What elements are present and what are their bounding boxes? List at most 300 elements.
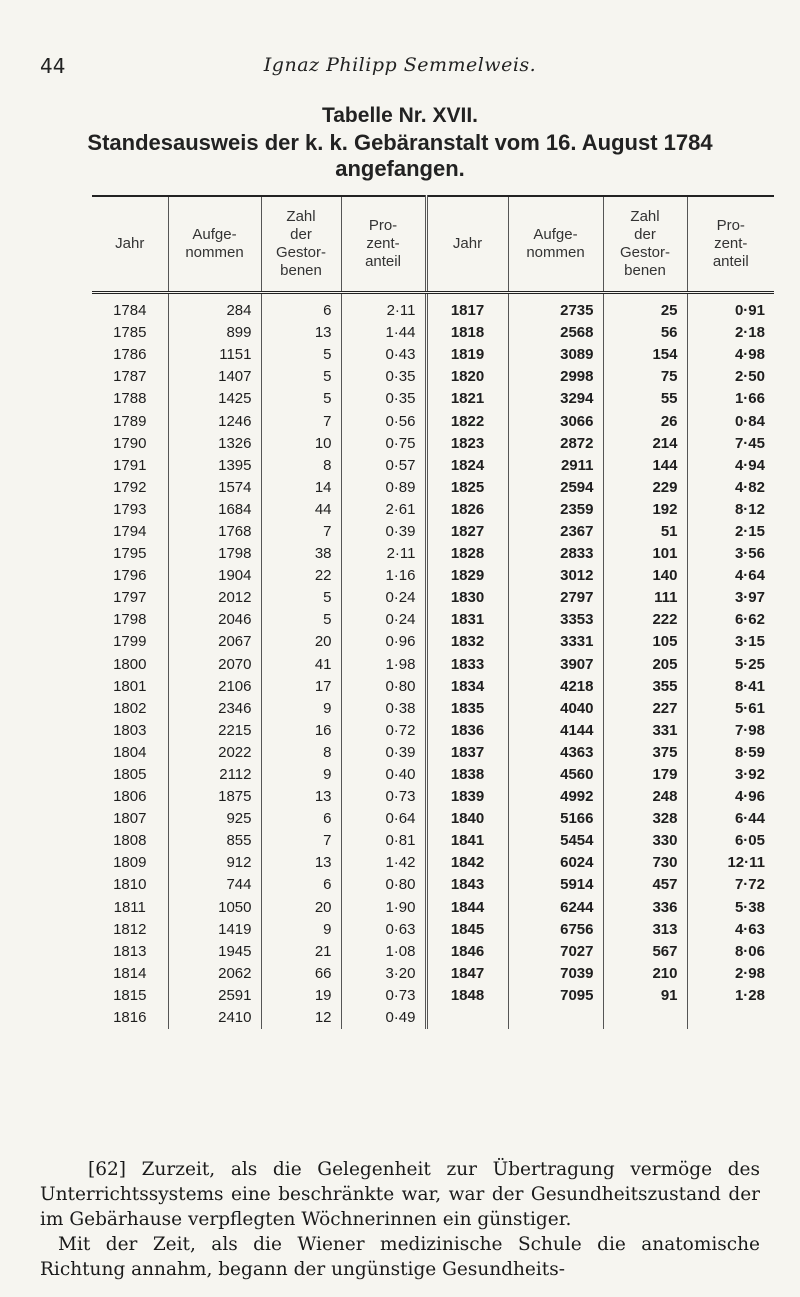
table-cell: 19 [261,985,341,1007]
table-cell: 1·66 [687,388,774,410]
table-cell: 38 [261,543,341,565]
table-row [92,698,774,720]
table-cell: 5·61 [687,698,774,720]
table-cell: 730 [603,852,687,874]
table-row [92,874,774,896]
table-cell: 8·12 [687,499,774,521]
table-cell: 8·41 [687,676,774,698]
page-header [0,54,800,84]
table-cell: 6 [261,293,341,323]
table-row [92,344,774,366]
table-cell: 9 [261,764,341,786]
table-cell: 2062 [168,963,261,985]
table-cell: 1821 [426,388,508,410]
table-title: Standesausweis der k. k. Gebäranstalt vom 16. August 1784 angefangen. [87,130,713,181]
table-cell: 25 [603,293,687,323]
table-cell: 6·62 [687,609,774,631]
table-cell: 355 [603,676,687,698]
table-cell: 0·91 [687,293,774,323]
table-cell: 7095 [508,985,603,1007]
table-cell: 1810 [113,876,147,894]
table-cell: 1·90 [341,897,426,919]
table-cell: 1789 [113,412,147,430]
table-cell: 21 [261,941,341,963]
table-cell: 10 [261,433,341,455]
column-header: Jahr [92,196,168,293]
table-cell: 3089 [508,344,603,366]
table-row [92,654,774,676]
table-cell: 1796 [113,567,147,585]
table-cell: 0·75 [341,433,426,455]
table-cell: 3012 [508,565,603,587]
table-cell: 1829 [426,565,508,587]
table-cell: 1802 [113,699,147,717]
table-row [92,388,774,410]
table-cell: 5454 [508,830,603,852]
table-cell: 1326 [168,433,261,455]
table-row [92,565,774,587]
table-cell: 7027 [508,941,603,963]
table-cell: 1841 [426,830,508,852]
table-cell: 1832 [426,631,508,653]
table-cell: 1817 [426,293,508,323]
running-title: Ignaz Philipp Semmelweis. [263,54,537,76]
table-cell: 1834 [426,676,508,698]
table-cell: 3·92 [687,764,774,786]
table-cell: 2·11 [341,293,426,323]
table-cell [508,1007,603,1029]
table-cell: 2112 [168,764,261,786]
table-cell: 1830 [426,587,508,609]
table-cell: 7·72 [687,874,774,896]
table-cell: 2012 [168,587,261,609]
table-cell: 0·40 [341,764,426,786]
table-cell: 5·38 [687,897,774,919]
table-row [92,897,774,919]
table-cell: 7·45 [687,433,774,455]
table-cell: 2591 [168,985,261,1007]
table-cell: 1831 [426,609,508,631]
table-row [92,808,774,830]
table-cell: 2367 [508,521,603,543]
table-cell: 1808 [113,832,147,850]
table-cell: 179 [603,764,687,786]
table-cell: 0·81 [341,830,426,852]
table-cell: 2067 [168,631,261,653]
table-row [92,521,774,543]
table-cell: 2046 [168,609,261,631]
table-cell: 0·24 [341,609,426,631]
table-cell: 8·59 [687,742,774,764]
table-cell: 0·72 [341,720,426,742]
table-cell: 1801 [113,677,147,695]
table-cell: 2797 [508,587,603,609]
table-cell: 0·73 [341,786,426,808]
column-header: Pro- zent- anteil [341,196,426,293]
table-cell: 5·25 [687,654,774,676]
table-cell: 229 [603,477,687,499]
table-cell: 2·15 [687,521,774,543]
paragraph: Mit der Zeit, als die Wiener medizinische Schule die anatomische Richtung annahm, begann der ungünstige Gesundheits- [40,1234,760,1280]
table-cell: 75 [603,366,687,388]
table-cell: 3353 [508,609,603,631]
table-cell: 5 [261,366,341,388]
table-cell: 1784 [113,302,147,320]
table-row [92,919,774,941]
table-cell: 0·57 [341,455,426,477]
table-cell: 5 [261,609,341,631]
table-cell: 2·50 [687,366,774,388]
table-cell: 227 [603,698,687,720]
table-cell: 0·64 [341,808,426,830]
table-cell: 925 [168,808,261,830]
table-cell: 17 [261,676,341,698]
table-cell: 2070 [168,654,261,676]
table-cell: 2022 [168,742,261,764]
table-cell: 6 [261,874,341,896]
table-cell: 1836 [426,720,508,742]
table-cell: 2410 [168,1007,261,1029]
table-cell: 7 [261,521,341,543]
table-cell: 1837 [426,742,508,764]
table-cell: 26 [603,410,687,432]
table-cell: 1799 [113,633,147,651]
table-cell: 0·38 [341,698,426,720]
table-label: Tabelle Nr. XVII. [321,104,478,127]
column-header: Pro- zent- anteil [687,196,774,293]
table-cell: 1842 [426,852,508,874]
table-cell: 1797 [113,589,147,607]
table-cell: 1847 [426,963,508,985]
table-cell: 1824 [426,455,508,477]
table-cell: 0·49 [341,1007,426,1029]
table-cell: 1848 [426,985,508,1007]
table-cell: 1787 [113,368,147,386]
table-cell: 2735 [508,293,603,323]
table-cell: 0·80 [341,874,426,896]
table-cell: 55 [603,388,687,410]
table-row [92,433,774,455]
table-cell: 855 [168,830,261,852]
table-cell: 1827 [426,521,508,543]
table-cell: 154 [603,344,687,366]
table-cell: 1904 [168,565,261,587]
table-cell: 0·35 [341,388,426,410]
table-cell: 44 [261,499,341,521]
table-row [92,410,774,432]
table-cell: 7 [261,830,341,852]
table-cell: 0·63 [341,919,426,941]
table-cell: 2·18 [687,322,774,344]
table-cell: 0·84 [687,410,774,432]
column-header: Zahl der Gestor- benen [261,196,341,293]
table-cell: 1407 [168,366,261,388]
table-cell: 1820 [426,366,508,388]
table-cell: 2·98 [687,963,774,985]
table-row [92,830,774,852]
table-row [92,293,774,323]
column-header: Aufge- nommen [508,196,603,293]
table-cell: 3066 [508,410,603,432]
table-cell: 8 [261,455,341,477]
table-cell: 2998 [508,366,603,388]
table-cell: 101 [603,543,687,565]
table-cell: 3·15 [687,631,774,653]
table-cell: 2·11 [341,543,426,565]
table-cell: 214 [603,433,687,455]
table-cell: 284 [168,293,261,323]
table-cell: 1794 [113,522,147,540]
table-cell: 210 [603,963,687,985]
table-cell: 3·97 [687,587,774,609]
table-cell: 1839 [426,786,508,808]
table-cell: 6·05 [687,830,774,852]
table-cell: 3294 [508,388,603,410]
table-cell: 7039 [508,963,603,985]
table-cell: 5166 [508,808,603,830]
table-cell: 1·16 [341,565,426,587]
table-cell: 7 [261,410,341,432]
table-cell: 6756 [508,919,603,941]
table-row [92,543,774,565]
table-cell: 1813 [113,942,147,960]
table-cell: 3907 [508,654,603,676]
table-cell: 1793 [113,500,147,518]
table-cell: 0·39 [341,521,426,543]
table-body [92,293,774,1030]
table-cell: 328 [603,808,687,830]
table-cell: 1419 [168,919,261,941]
table-cell: 1800 [113,655,147,673]
table-cell: 51 [603,521,687,543]
table-cell: 7·98 [687,720,774,742]
table-cell: 336 [603,897,687,919]
table-cell: 1819 [426,344,508,366]
table-cell: 1246 [168,410,261,432]
table-cell: 4992 [508,786,603,808]
table-cell: 2346 [168,698,261,720]
table-cell: 1·28 [687,985,774,1007]
table-cell: 1788 [113,390,147,408]
body-text [40,1157,760,1282]
table-cell: 1791 [113,456,147,474]
table-cell: 1826 [426,499,508,521]
table-cell: 4363 [508,742,603,764]
table-cell: 1768 [168,521,261,543]
table-cell: 1840 [426,808,508,830]
table-cell: 1795 [113,545,147,563]
table-row [92,941,774,963]
table-cell: 1846 [426,941,508,963]
table-cell: 1828 [426,543,508,565]
table-cell: 1425 [168,388,261,410]
table-cell: 567 [603,941,687,963]
table-cell: 1785 [113,324,147,342]
table-cell: 4·98 [687,344,774,366]
table-cell: 1815 [113,986,147,1004]
page-number: 44 [40,54,66,78]
table-cell: 1812 [113,920,147,938]
table-cell: 13 [261,786,341,808]
table-header-row [92,196,774,293]
column-header: Jahr [426,196,508,293]
table-cell: 6 [261,808,341,830]
table-cell: 0·73 [341,985,426,1007]
table-cell: 1798 [113,611,147,629]
table-cell: 5914 [508,874,603,896]
table-cell: 9 [261,919,341,941]
table-cell: 1574 [168,477,261,499]
table-cell: 1806 [113,788,147,806]
table-cell: 2106 [168,676,261,698]
table-row [92,609,774,631]
table-cell: 205 [603,654,687,676]
table-cell: 1395 [168,455,261,477]
table-cell: 2215 [168,720,261,742]
table-cell: 1823 [426,433,508,455]
table-cell: 1151 [168,344,261,366]
table-cell: 4·82 [687,477,774,499]
table-cell: 0·39 [341,742,426,764]
table-cell: 3331 [508,631,603,653]
table-cell: 1811 [113,898,146,916]
table-cell: 1818 [426,322,508,344]
table-row [92,455,774,477]
table-cell: 4040 [508,698,603,720]
column-header: Zahl der Gestor- benen [603,196,687,293]
table-cell: 1833 [426,654,508,676]
table-cell: 5 [261,587,341,609]
table-row [92,631,774,653]
table-cell: 16 [261,720,341,742]
table-row [92,477,774,499]
table-cell: 1798 [168,543,261,565]
table-cell: 105 [603,631,687,653]
table-row [92,1007,774,1029]
table-cell: 1816 [113,1009,147,1027]
table-cell: 20 [261,631,341,653]
table-cell: 313 [603,919,687,941]
table-cell: 1825 [426,477,508,499]
table-cell: 375 [603,742,687,764]
table-cell: 330 [603,830,687,852]
table-cell: 1805 [113,766,147,784]
table-cell: 1809 [113,854,147,872]
table-cell: 0·80 [341,676,426,698]
table-cell: 0·24 [341,587,426,609]
table-row [92,676,774,698]
table-cell: 1·08 [341,941,426,963]
column-header: Aufge- nommen [168,196,261,293]
table-cell: 3·20 [341,963,426,985]
table-cell: 144 [603,455,687,477]
table-cell: 912 [168,852,261,874]
table-cell: 41 [261,654,341,676]
table-cell: 3·56 [687,543,774,565]
table-cell: 4560 [508,764,603,786]
table-cell: 0·43 [341,344,426,366]
table-cell: 5 [261,388,341,410]
table-cell: 20 [261,897,341,919]
table-cell: 1792 [113,478,147,496]
table-cell: 12·11 [687,852,774,874]
table-cell: 0·56 [341,410,426,432]
table-cell: 91 [603,985,687,1007]
table-cell: 1786 [113,346,147,364]
table-cell: 12 [261,1007,341,1029]
table-cell: 2594 [508,477,603,499]
table-cell: 6244 [508,897,603,919]
table-cell: 4144 [508,720,603,742]
table-row [92,587,774,609]
table-cell: 1050 [168,897,261,919]
table-cell: 8·06 [687,941,774,963]
table-cell: 1804 [113,743,147,761]
table-row [92,786,774,808]
table-cell: 2·61 [341,499,426,521]
table-row [92,499,774,521]
table-cell: 1945 [168,941,261,963]
table-cell: 1·98 [341,654,426,676]
table-cell: 4·63 [687,919,774,941]
table-cell: 4·64 [687,565,774,587]
table-cell: 2359 [508,499,603,521]
table-cell: 13 [261,852,341,874]
table-cell: 1·42 [341,852,426,874]
table-cell: 1790 [113,434,147,452]
table-row [92,985,774,1007]
table-cell: 1835 [426,698,508,720]
table-cell: 6·44 [687,808,774,830]
table-cell: 2872 [508,433,603,455]
table-cell: 0·89 [341,477,426,499]
table-cell: 0·35 [341,366,426,388]
table-row [92,764,774,786]
table-row [92,852,774,874]
table-cell: 1807 [113,810,147,828]
table-cell: 1875 [168,786,261,808]
table-cell: 192 [603,499,687,521]
table-cell [687,1007,774,1029]
table-cell: 2833 [508,543,603,565]
table-cell: 1814 [113,964,147,982]
table-cell: 14 [261,477,341,499]
table-cell: 222 [603,609,687,631]
table-cell [603,1007,687,1029]
statistics-table [92,195,774,1029]
table-cell: 22 [261,565,341,587]
table-row [92,742,774,764]
table-cell: 744 [168,874,261,896]
paragraph: [62] Zurzeit, als die Gelegenheit zur Übertragung vermöge des Unterrichtssystems eine beschränkte war, war der Gesundheitszustand der im Gebärhause verpflegten Wöchnerinnen ein günstiger. [40,1159,760,1230]
table-cell: 56 [603,322,687,344]
table-cell: 111 [603,587,687,609]
table-cell: 5 [261,344,341,366]
table-cell: 1·44 [341,322,426,344]
table-cell: 9 [261,698,341,720]
table-cell: 1822 [426,410,508,432]
table-cell: 2568 [508,322,603,344]
table-cell: 331 [603,720,687,742]
table-row [92,366,774,388]
table-cell: 4218 [508,676,603,698]
table-cell: 457 [603,874,687,896]
table-cell: 66 [261,963,341,985]
table-cell [426,1007,508,1029]
table-cell: 8 [261,742,341,764]
table-cell: 13 [261,322,341,344]
table-cell: 4·94 [687,455,774,477]
